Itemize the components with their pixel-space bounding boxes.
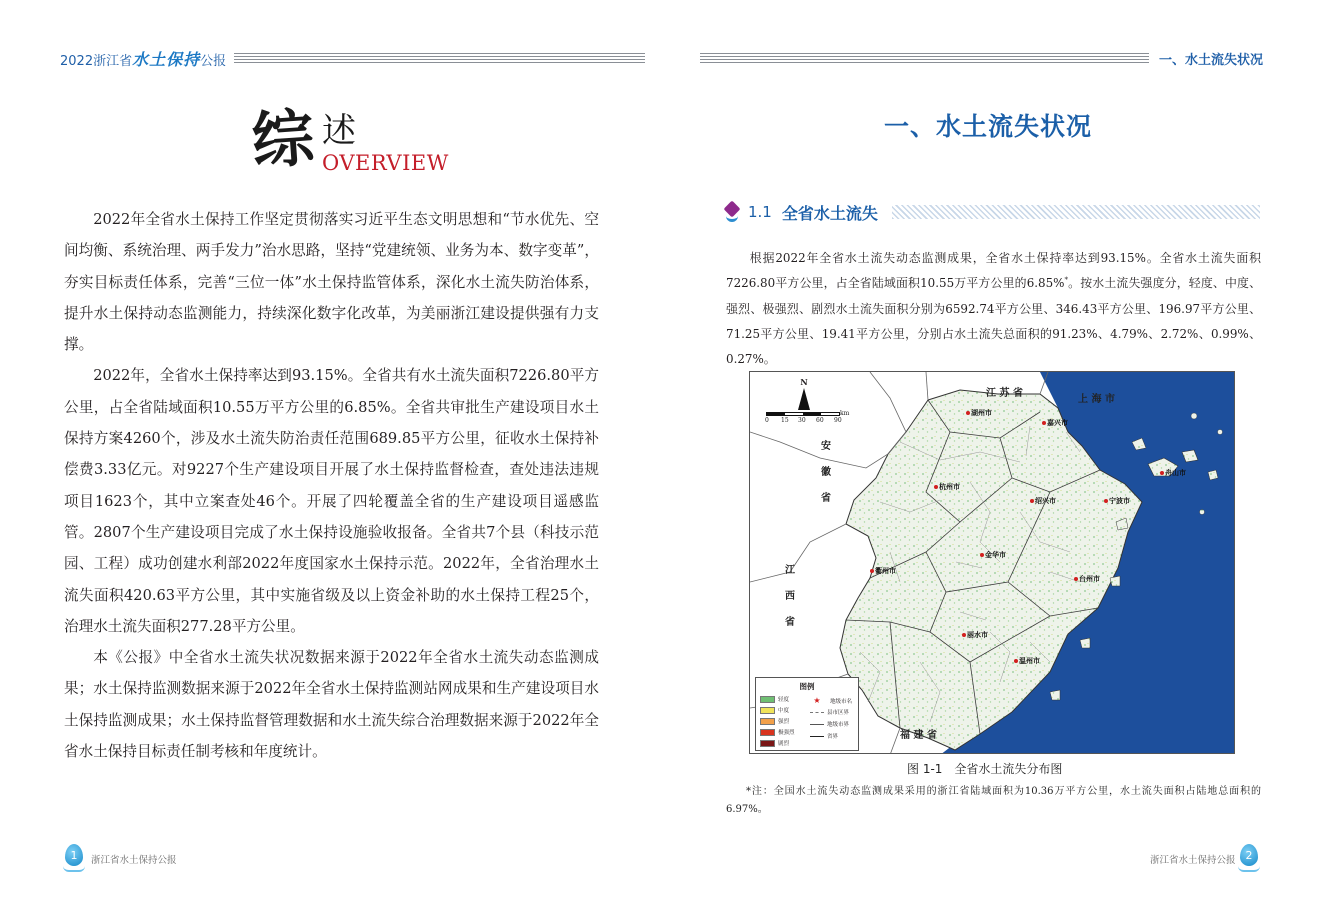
city-ningbo: 宁波市 [1104,496,1130,506]
header-right [700,48,1263,68]
city-taizhou: 台州市 [1074,574,1100,584]
header-rule [234,53,645,63]
overview-paragraph: 2022年全省水土保持工作坚定贯彻落实习近平生态文明思想和“节水优先、空间均衡、系统治理、两手发力”治水思路，坚持“党建统领、业务为本、数字变革”，夯实目标责任体系，完善“三位一体”水土保持监管体系，深化水土流失防治体系，提升水土保持动态监测能力，持续深化数字化改革，为美丽浙江建设提供强有力支撑。 [64,211,599,354]
page-number: 2 [1240,844,1258,866]
scale-tick: 90 [834,417,842,424]
legend-item [760,706,789,714]
scale-tick: 0 [765,417,769,424]
legend-swatch [760,707,775,714]
legend-title: 图例 [799,682,815,691]
legend-label: 轻度 [778,697,790,703]
city-shaoxing: 绍兴市 [1030,496,1056,506]
legend-label: 地级市界 [827,722,850,728]
legend-swatch [760,696,775,703]
section-body [726,246,1261,372]
footnote: *注：全国水土流失动态监测成果采用的浙江省陆域面积为10.36万平方公里，水土流失面积占陆地总面积的6.97%。 [726,786,1261,815]
city-hangzhou: 杭州市 [934,482,960,492]
legend-label: 省界 [827,734,839,740]
legend-item [760,728,795,736]
legend-label: 地级市名 [830,698,853,705]
scale-tick: 15 [781,417,789,424]
legend-swatch [760,740,775,747]
page-number-badge [1238,844,1260,874]
footnote-marker: * [1064,276,1068,285]
legend-swatch [760,729,775,736]
report-title [60,47,226,70]
label-jiangsu: 江 苏 省 [986,388,1023,399]
report-year: 2022 [60,53,94,69]
wave-icon [63,866,85,872]
header-section-title: 一、水土流失状况 [1158,52,1263,68]
chapter-title: 一、水土流失状况 [884,112,1093,141]
section-title: 全省水土流失 [781,203,878,223]
legend-label: 剧烈 [778,741,790,747]
report-suffix: 公报 [200,53,227,69]
overview-title-big: 综 [249,100,317,179]
north-label: N [800,377,808,387]
label-fujian: 福 建 省 [900,730,937,741]
city-huzhou: 湖州市 [966,408,992,418]
section-hatch-bar [892,205,1260,219]
legend-line [810,724,824,725]
erosion-distribution-map [749,371,1235,754]
section-heading [724,201,1260,223]
header-left [60,48,653,68]
legend-label: 极强烈 [778,730,795,736]
city-star-icon: ★ [813,696,821,705]
legend-swatch [760,718,775,725]
section-paragraph [726,246,1261,372]
footer-text: 浙江省水土保持公报 [1150,855,1236,866]
legend-line [810,712,824,713]
overview-paragraph: 2022年，全省水土保持率达到93.15%。全省共有水土流失面积7226.80平方公里，占全省陆域面积10.55万平方公里的6.85%。全省共审批生产建设项目水土保持方案4260个，涉及水土流失防治责任范围689.85平方公里，征收水土保持补偿费3.33亿元。对9227个生产建设项目开展了水土保持监督检查，查处违法违规项目1623个，其中立案查处46个。开展了四轮覆盖全省的生产建设项目遥感监管。2807个生产建设项目完成了水土保持设施验收报备。全省共7个县（科技示范园、工程）成功创建水利部2022年度国家水土保持示范。2022年，全省治理水土流失面积420.63平方公里，其中实施省级及以上资金补助的水土保持工程25个，治理水土流失面积277.28平方公里。 [64,367,599,635]
city-wenzhou: 温州市 [1014,656,1040,666]
leaf-drop-icon [724,203,740,221]
legend-label: 强烈 [778,719,790,725]
legend-label: 中度 [778,708,790,714]
label-anhui: 安徽省 [821,441,831,504]
map-legend [755,677,859,751]
wave-icon [1238,866,1260,872]
section-paragraph-main: 根据2022年全省水土流失动态监测成果，全省水土保持率达到93.15%。全省水土流失面积7226.80平方公里，占全省陆域面积10.55万平方公里的6.85% [726,251,1261,291]
legend-label: 县市区界 [827,710,850,716]
overview-paragraph: 本《公报》中全省水土流失状况数据来源于2022年全省水土流失动态监测成果；水土保持监测数据来源于2022年全省水土保持监测站网成果和生产建设项目水土保持监测成果；水土保持监督管理数据和水土流失综合治理数据来源于2022年全省水土保持目标责任制考核和年度统计。 [64,649,599,761]
legend-item [810,720,849,728]
figure-caption: 图 1-1 全省水土流失分布图 [907,762,1063,776]
page-number-badge [63,844,85,874]
scale-tick: 60 [816,417,824,424]
legend-line [810,736,824,737]
overview-title-en: OVERVIEW [322,151,449,175]
report-brand: 水土保持 [132,49,201,69]
legend-item [760,695,789,703]
legend-item [810,708,849,716]
label-shanghai: 上 海 市 [1078,394,1115,405]
label-jiangxi: 江西省 [785,565,795,628]
scale-tick: 30 [798,417,806,424]
city-quzhou: 衢州市 [870,566,896,576]
overview-body [64,204,599,767]
city-lishui: 丽水市 [962,630,988,640]
overview-title-small: 述 [322,111,356,151]
scale-unit: km [840,410,850,417]
city-zhoushan: 舟山市 [1160,468,1186,478]
footer-text: 浙江省水土保持公报 [91,855,177,866]
legend-item [810,696,852,705]
legend-item [810,732,838,740]
scale-bar [766,412,840,416]
header-rule [700,53,1149,63]
city-jiaxing: 嘉兴市 [1042,418,1068,428]
section-paragraph-rest: 。按水土流失强度分，轻度、中度、强烈、极强烈、剧烈水土流失面积分别为6592.74平方公里、346.43平方公里、196.97平方公里、71.25平方公里、19.41平方公里，分别占水土流失总面积的91.23%、4.79%、2.72%、0.99%、0.27%。 [726,276,1261,367]
legend-item [760,717,789,725]
legend-item [760,739,789,747]
report-province: 浙江省 [93,53,133,69]
section-number: 1.1 [748,203,772,221]
city-jinhua: 金华市 [980,550,1006,560]
north-arrow-icon [794,377,814,411]
page-number: 1 [65,844,83,866]
